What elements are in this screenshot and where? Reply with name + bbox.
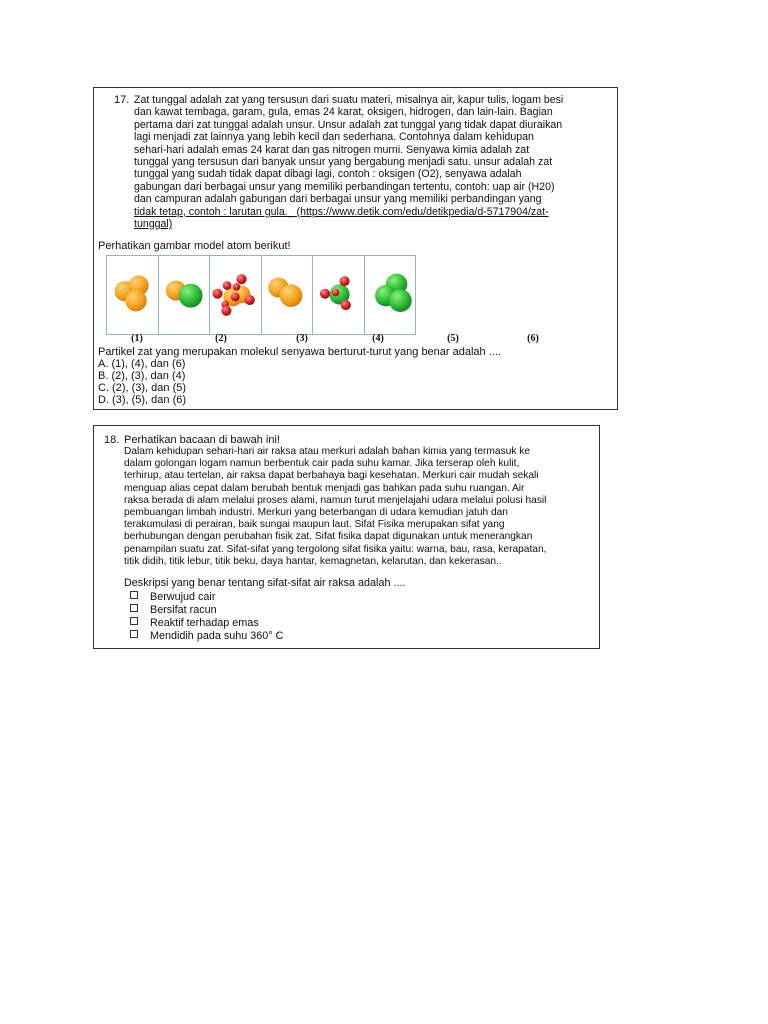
checkbox-icon[interactable] <box>130 617 138 625</box>
paragraph-line: penampilan suatu zat. Sifat-sifat yang tergolong sifat fisika yaitu: warna, bau, rasa, kerapatan, <box>124 543 547 555</box>
atom-model-2 <box>159 256 211 334</box>
figure-instruction: Perhatikan gambar model atom berikut! <box>98 240 291 252</box>
paragraph-line: lagi menjadi zat lainnya yang lebih kecil dan sederhana. Contohnya dalam kehidupan <box>134 131 534 144</box>
paragraph-line: titik didih, titik lebur, titik beku, daya hantar, kemagnetan, kelarutan, dan kekerasan.. <box>124 555 502 567</box>
answer-option-b[interactable]: B. (2), (3), dan (4) <box>98 370 186 382</box>
paragraph-line: berhubungan dengan perubahan fisik zat. Sifat fisika dapat digunakan untuk menerangkan <box>124 531 533 543</box>
question-18-title: Perhatikan bacaan di bawah ini! <box>124 434 280 446</box>
checkbox-label: Mendidih pada suhu 360° C <box>150 630 284 642</box>
paragraph-line: pertama dari zat tunggal adalah unsur. Unsur adalah zat tunggal yang tidak dapat diuraikan <box>134 118 563 131</box>
paragraph-line: terhirup, atau tertelan, air raksa dapat berbahaya bagi kesehatan. Merkuri cair mudah sekali <box>124 470 539 482</box>
model-label: (3) <box>296 333 308 344</box>
atom-model-4 <box>262 256 314 334</box>
paragraph-line: Zat tunggal adalah zat yang tersusun dari suatu materi, misalnya air, kapur tulis, logam besi <box>134 94 564 106</box>
paragraph-line: Dalam kehidupan sehari-hari air raksa atau merkuri adalah bahan kimia yang termasuk ke <box>124 446 531 457</box>
answer-option-a[interactable]: A. (1), (4), dan (6) <box>98 358 186 370</box>
paragraph-line: pembuangan limbah industri. Merkuri yang beterbangan di udara kemudian jatuh dan <box>124 507 508 519</box>
paragraph-line: tunggal yang sudah tidak dapat dibagi lagi, contoh : oksigen (O2), senyawa adalah <box>134 168 522 181</box>
atom-model-labels <box>106 333 539 345</box>
orange-molecule-icon <box>107 256 158 334</box>
paragraph-line: dan campuran adalah gabungan dari berbagai unsur yang memiliki perbandingan yang <box>134 193 542 206</box>
orange-green-molecule-icon <box>159 256 210 334</box>
checkbox-option[interactable] <box>130 617 259 629</box>
atom-model-1 <box>107 256 159 334</box>
model-label: (2) <box>215 333 227 344</box>
paragraph-line: menguap alias cepat dalam berubah bentuk menjadi gas bahkan pada suhu ruangan. Air <box>124 482 525 494</box>
answer-option-c[interactable]: C. (2), (3), dan (5) <box>98 382 187 394</box>
question-17-prompt: Partikel zat yang merupakan molekul senyawa berturut-turut yang benar adalah .... <box>98 346 501 358</box>
orange-red-molecule-icon <box>210 256 261 334</box>
green-red-molecule-icon <box>313 256 364 334</box>
atom-model-3 <box>210 256 262 334</box>
question-18-prompt: Deskripsi yang benar tentang sifat-sifat air raksa adalah .... <box>124 577 406 589</box>
paragraph-line: raksa berada di alam melalui proses alami, namun turut menjelajahi udara melalui polusi hasil <box>124 494 547 506</box>
paragraph-line: sehari-hari adalah emas 24 karat dan gas nitrogen murni. Senyawa kimia adalah zat <box>134 143 530 156</box>
checkbox-option[interactable] <box>130 591 215 603</box>
diatomic-orange-molecule-icon <box>262 256 313 334</box>
atom-model-figure <box>106 255 416 335</box>
question-number: 18. <box>104 434 120 446</box>
question-18-paragraph <box>124 446 546 568</box>
model-label: (1) <box>131 333 143 344</box>
source-link-line[interactable]: tunggal) <box>134 218 173 231</box>
checkbox-icon[interactable] <box>130 630 138 638</box>
source-link-line[interactable]: tidak tetap, contoh : larutan gula._ (https://www.detik.com/edu/detikpedia/d-5717904/zat- <box>134 205 549 218</box>
question-17-card <box>93 87 618 410</box>
checkbox-label: Bersifat racun <box>150 604 217 616</box>
checkbox-option[interactable] <box>130 604 217 616</box>
green-molecule-icon <box>365 256 416 334</box>
checkbox-icon[interactable] <box>130 591 138 599</box>
checkbox-label: Berwujud cair <box>150 591 216 603</box>
atom-model-5 <box>313 256 365 334</box>
paragraph-line: terakumulasi di perairan, baik sungai maupun laut. Sifat Fisika merupakan sifat yang <box>124 519 505 531</box>
checkbox-option[interactable] <box>130 630 283 642</box>
paragraph-line: tunggal yang tersusun dari banyak unsur yang bergabung menjadi satu. unsur adalah zat <box>134 156 553 169</box>
question-18-card <box>93 425 600 649</box>
checkbox-icon[interactable] <box>130 604 138 612</box>
answer-option-d[interactable]: D. (3), (5), dan (6) <box>98 394 187 406</box>
checkbox-label: Reaktif terhadap emas <box>150 617 259 629</box>
paragraph-line: gabungan dari berbagai unsur yang memiliki perbandingan tertentu, contoh: uap air (H20) <box>134 180 555 193</box>
model-label: (5) <box>447 333 459 344</box>
paragraph-line: dalam golongan logam namun berbentuk cair pada suhu kamar. Jika terserap oleh kulit, <box>124 458 520 470</box>
model-label: (6) <box>527 333 539 344</box>
atom-model-6 <box>365 256 416 334</box>
model-label: (4) <box>372 333 384 344</box>
paragraph-line: dan kawat tembaga, garam, gula, emas 24 karat, oksigen, hidrogen, dan lain-lain. Bagian <box>134 106 553 119</box>
question-17-paragraph <box>134 94 563 230</box>
question-number: 17. <box>114 94 130 106</box>
